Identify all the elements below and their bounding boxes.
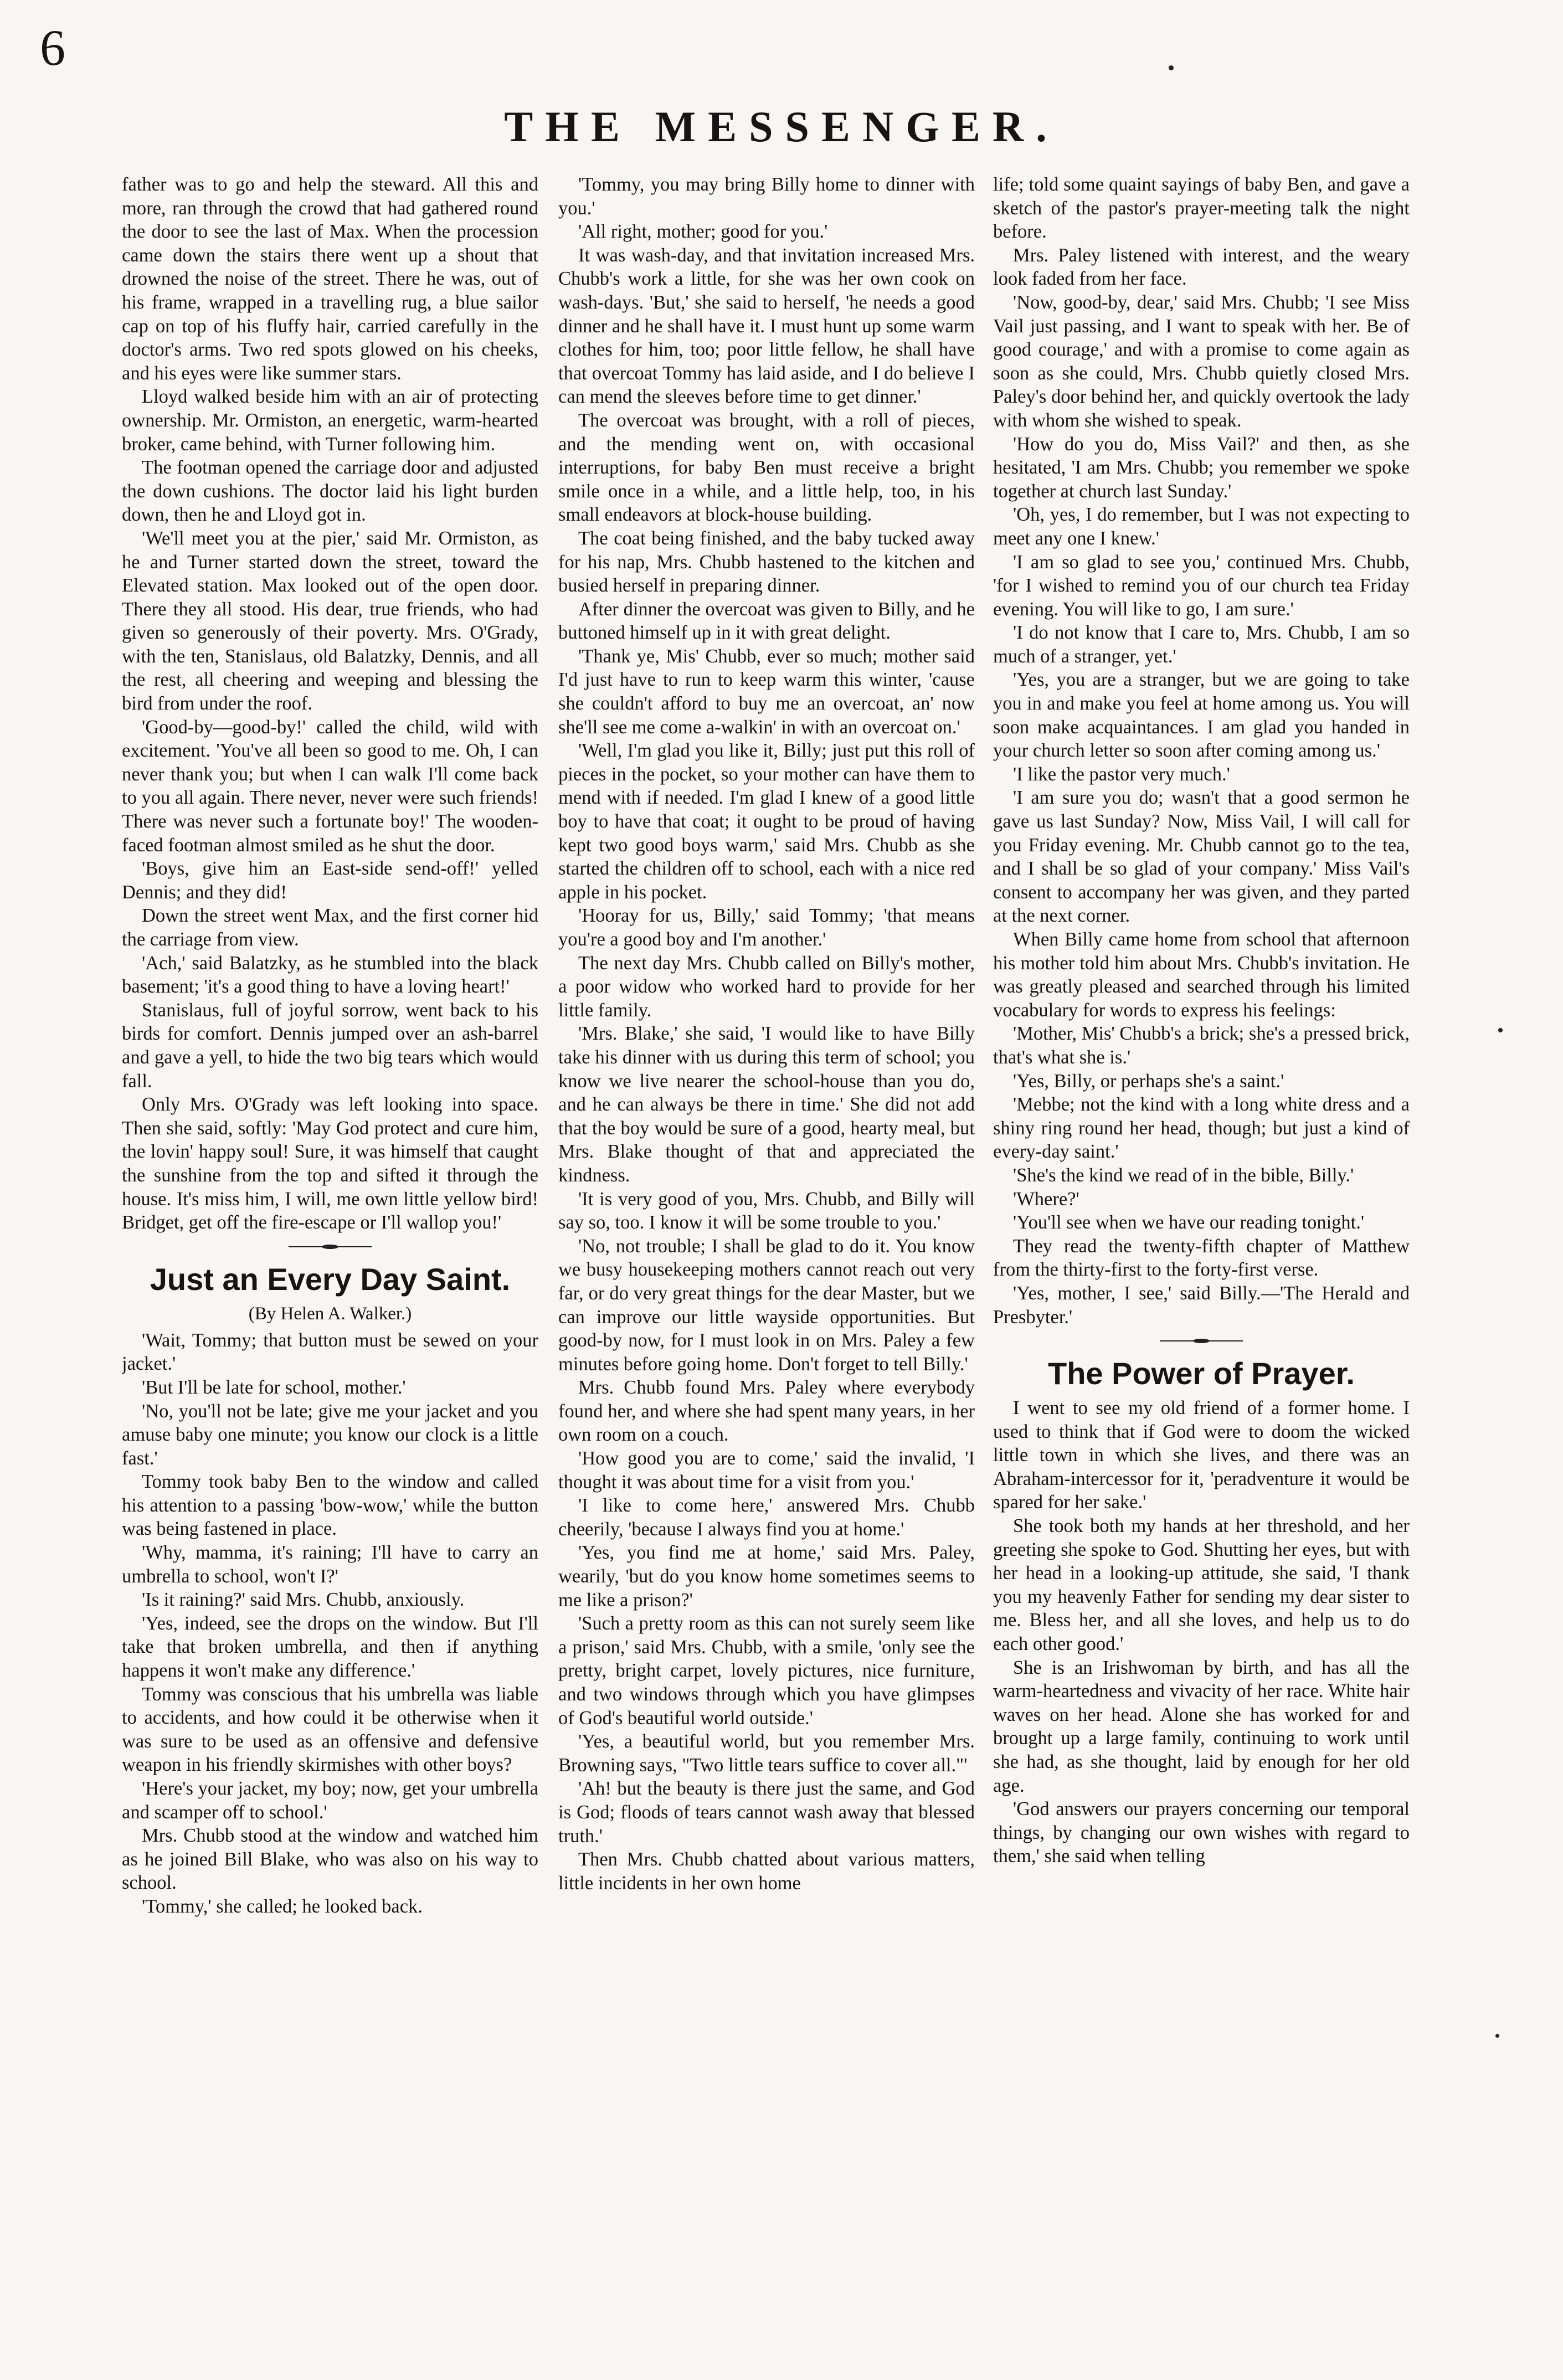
paragraph: Tommy was conscious that his umbrella was liable to accidents, and how could it be otherwise when it was sure to be used as an offensive and defensive weapon in his friendly skirmishes with other boys?: [122, 1683, 538, 1776]
paragraph: Then Mrs. Chubb chatted about various matters, little incidents in her own home: [558, 1849, 975, 1894]
paragraph: 'Well, I'm glad you like it, Billy; just put this roll of pieces in the pocket, so your mother can have them to mend with if needed. I'm glad I knew of a good little boy to have that coat; it ought to be proud of having kept two good boys warm,' said Mrs. Chubb as she started the children off to school, each with a nice red apple in his pocket.: [558, 740, 975, 903]
paragraph: 'Such a pretty room as this can not surely seem like a prison,' said Mrs. Chubb, with a smile, 'only see the pretty, bright carpet, lovely pictures, nice furniture, and two windows through which you have glimpses of God's beautiful world outside.': [558, 1613, 975, 1729]
section-divider: [1160, 1339, 1243, 1343]
paragraph: The coat being finished, and the baby tucked away for his nap, Mrs. Chubb hastened to the kitchen and busied herself in preparing dinner.: [558, 527, 975, 597]
paragraph: Down the street went Max, and the first corner hid the carriage from view.: [122, 905, 538, 950]
print-speck: [1498, 1028, 1503, 1032]
paragraph: It was wash-day, and that invitation increased Mrs. Chubb's work a little, for she was her own cook on wash-days. 'But,' she said to herself, 'he needs a good dinner and he shall have it. I must hunt up some warm clothes for him, too; poor little fellow, he shall have that overcoat Tommy has laid aside, and I do believe I can mend the sleeves before time to get dinner.': [558, 244, 975, 408]
paragraph: Tommy took baby Ben to the window and called his attention to a passing 'bow-wow,' while the button was being fastened in place.: [122, 1471, 538, 1540]
paragraph: 'Ach,' said Balatzky, as he stumbled into the black basement; 'it's a good thing to have a loving heart!': [122, 952, 538, 998]
paragraph: When Billy came home from school that afternoon his mother told him about Mrs. Chubb's invitation. He was greatly pleased and searched through his limited vocabulary for words to express his feelings:: [993, 929, 1410, 1021]
paragraph: 'No, you'll not be late; give me your jacket and you amuse baby one minute; you know our clock is a little fast.': [122, 1400, 538, 1469]
paragraph: 'Ah! but the beauty is there just the same, and God is God; floods of tears cannot wash away that blessed truth.': [558, 1778, 975, 1847]
paragraph: 'I like to come here,' answered Mrs. Chubb cheerily, 'because I always find you at home.': [558, 1495, 975, 1540]
paragraph: I went to see my old friend of a former home. I used to think that if God were to doom the wicked little town in which she lives, and there was an Abraham-intercessor for it, 'peradventure it would be spared for her sake.': [993, 1397, 1410, 1513]
every-day-saint-continuation: life; told some quaint sayings of baby Ben, and gave a sketch of the pastor's prayer-meeting talk the night before.: [993, 174, 1410, 243]
paragraph: 'We'll meet you at the pier,' said Mr. Ormiston, as he and Turner started down the street, toward the Elevated station. Max looked out of the open door. There they all stood. His dear, true friends, who had given so generously of their poverty. Mrs. O'Grady, with the ten, Stanislaus, old Balatzky, Dennis, and all the rest, all cheering and weeping and blessing the bird from under the roof.: [122, 527, 538, 714]
paragraph: 'Mrs. Blake,' she said, 'I would like to have Billy take his dinner with us during this term of school; you know we live nearer the school-house than you do, and he can always be there in time.' She did not add that the boy would be sure of a good, hearty meal, but Mrs. Blake thought of that and appreciated the kindness.: [558, 1023, 975, 1186]
paragraph: 'She's the kind we read of in the bible, Billy.': [1013, 1164, 1354, 1186]
paragraph: 'All right, mother; good for you.': [578, 221, 828, 243]
paragraph: 'I do not know that I care to, Mrs. Chubb, I am so much of a stranger, yet.': [993, 622, 1410, 667]
paragraph: 'God answers our prayers concerning our temporal things, by changing our own wishes with regard to them,' she said when telling: [993, 1798, 1410, 1867]
paragraph: 'Tommy,' she called; he looked back.: [142, 1895, 423, 1917]
paragraph: 'Yes, you find me at home,' said Mrs. Paley, wearily, 'but do you know home sometimes seems to me like a prison?': [558, 1542, 975, 1611]
section-divider: [289, 1245, 372, 1249]
paragraph: Mrs. Chubb stood at the window and watched him as he joined Bill Blake, who was also on his way to school.: [122, 1825, 538, 1894]
paragraph: Stanislaus, full of joyful sorrow, went back to his birds for comfort. Dennis jumped over an ash-barrel and gave a yell, to hide the two big tears which would fall.: [122, 999, 538, 1092]
paragraph: 'Thank ye, Mis' Chubb, ever so much; mother said I'd just have to run to keep warm this winter, 'cause she couldn't afford to buy me an overcoat, an' now she'll see me come a-walkin' in with an overcoat on.': [558, 645, 975, 738]
paragraph: She is an Irishwoman by birth, and has all the warm-heartedness and vivacity of her race. White hair waves on her head. Alone she has worked for and brought up a large family, continuing to work until she had, as she thought, laid by enough for her old age.: [993, 1657, 1410, 1796]
paragraph: 'Where?': [1013, 1188, 1079, 1210]
paragraph: 'Yes, you are a stranger, but we are going to take you in and make you feel at home among us. You will soon make acquaintances. I am glad you handed in your church letter so soon after coming among us.': [993, 669, 1410, 762]
paragraph: 'Hooray for us, Billy,' said Tommy; 'that means you're a good boy and I'm another.': [558, 905, 975, 950]
paragraph: 'Mebbe; not the kind with a long white dress and a shiny ring round her head, though; but just a kind of every-day saint.': [993, 1094, 1410, 1163]
paragraph: 'Yes, a beautiful world, but you remember Mrs. Browning says, "Two little tears suffice to cover all."': [558, 1731, 975, 1776]
paragraph: 'How good you are to come,' said the invalid, 'I thought it was about time for a visit from you.': [558, 1448, 975, 1493]
paragraph: 'Tommy, you may bring Billy home to dinner with you.': [558, 174, 975, 219]
paragraph: 'How do you do, Miss Vail?' and then, as she hesitated, 'I am Mrs. Chubb; you remember we spoke together at church last Sunday.': [993, 433, 1410, 502]
paragraph: Lloyd walked beside him with an air of protecting ownership. Mr. Ormiston, an energetic, warm-hearted broker, came behind, with Turner following him.: [122, 386, 538, 455]
column-2: [558, 173, 975, 2374]
paragraph: 'I like the pastor very much.': [1013, 763, 1230, 785]
paragraph: 'It is very good of you, Mrs. Chubb, and Billy will say so, too. I know it will be some trouble to you.': [558, 1188, 975, 1233]
paragraph: 'I am so glad to see you,' continued Mrs. Chubb, 'for I wished to remind you of our church tea Friday evening. You will like to go, I am sure.': [993, 551, 1410, 620]
every-day-saint-ending-paragraphs: [993, 244, 1410, 1329]
story-continuation: father was to go and help the steward. All this and more, ran through the crowd that had gathered round the door to see the last of Max. When the procession came down the stairs there went up a shout that drowned the noise of the street. There he was, out of his frame, wrapped in a travelling rug, a blue sailor cap on top of his fluffy hair, carried carefully in the doctor's arms. Two red spots glowed on his cheeks, and his eyes were like summer stars.: [122, 174, 538, 384]
paragraph: 'Is it raining?' said Mrs. Chubb, anxiously.: [142, 1589, 465, 1611]
paragraph: 'But I'll be late for school, mother.': [142, 1376, 406, 1398]
paragraph: 'You'll see when we have our reading tonight.': [1013, 1212, 1365, 1233]
column-3: [993, 173, 1410, 2374]
paragraph: 'Good-by—good-by!' called the child, wild with excitement. 'You've all been so good to me. Oh, I can never thank you; but when I can walk I'll come back to you all again. There never, never were such friends! There was never such a fortunate boy!' The wooden-faced footman almost smiled as he shut the door.: [122, 716, 538, 856]
article-title-every-day-saint: Just an Every Day Saint.: [150, 1261, 511, 1297]
paragraph: She took both my hands at her threshold, and her greeting she spoke to God. Shutting her eyes, but with her head in a looking-up attitude, she said, 'I thank you my heavenly Father for sending my dear sister to me. Bless her, and all she loves, and help us to do each other good.': [993, 1515, 1410, 1655]
masthead: THE MESSENGER.: [504, 102, 1059, 151]
paragraph: They read the twenty-fifth chapter of Matthew from the thirty-first to the forty-first verse.: [993, 1235, 1410, 1281]
paragraph: 'No, not trouble; I shall be glad to do it. You know we busy housekeeping mothers cannot reach out very far, or do very great things for the dear Master, but we can improve our little wayside opportunities. But good-by now, for I must look in on Mrs. Paley a few minutes before going home. Don't forget to tell Billy.': [558, 1235, 975, 1375]
article-columns: [0, 173, 1563, 2377]
print-speck: [1495, 2034, 1499, 2038]
paragraph: 'Yes, Billy, or perhaps she's a saint.': [1013, 1070, 1284, 1092]
paragraph: 'Oh, yes, I do remember, but I was not expecting to meet any one I knew.': [993, 504, 1410, 549]
paragraph: 'I am sure you do; wasn't that a good sermon he gave us last Sunday? Now, Miss Vail, I will call for you Friday evening. Mr. Chubb cannot go to the tea, and I shall be so glad of your company.' Miss Vail's consent to accompany her was given, and they parted at the next corner.: [993, 787, 1410, 927]
paragraph: 'Yes, mother, I see,' said Billy.—'The Herald and Presbyter.': [993, 1282, 1410, 1328]
paragraph: 'Why, mamma, it's raining; I'll have to carry an umbrella to school, won't I?': [122, 1542, 538, 1587]
paragraph: Only Mrs. O'Grady was left looking into space. Then she said, softly: 'May God protect and cure him, the lovin' happy soul! Sure, it was himself that caught the sunshine from the top and sifted it through the house. It's miss him, I will, me own little yellow bird! Bridget, get off the fire-escape or I'll wallop you!': [122, 1094, 538, 1233]
story-paragraphs: [122, 385, 538, 1234]
paragraph: Mrs. Chubb found Mrs. Paley where everybody found her, and where she had spent many years, in her own room on a couch.: [558, 1377, 975, 1446]
paragraph: The next day Mrs. Chubb called on Billy's mother, a poor widow who worked hard to provide for her little family.: [558, 952, 975, 1021]
paragraph: 'Now, good-by, dear,' said Mrs. Chubb; 'I see Miss Vail just passing, and I want to speak with her. Be of good courage,' and with a promise to come again as soon as she could, Mrs. Chubb quietly closed Mrs. Paley's door behind her, and quickly overtook the lady with whom she wished to speak.: [993, 291, 1410, 431]
every-day-saint-continued-paragraphs: [558, 173, 975, 1895]
paragraph: 'Wait, Tommy; that button must be sewed on your jacket.': [122, 1329, 538, 1375]
print-speck: [1169, 65, 1174, 70]
page-number: 6: [40, 19, 65, 76]
paragraph: 'Yes, indeed, see the drops on the window. But I'll take that broken umbrella, and then if anything happens it won't make any difference.': [122, 1612, 538, 1682]
paragraph: 'Here's your jacket, my boy; now, get your umbrella and scamper off to school.': [122, 1778, 538, 1823]
every-day-saint-paragraphs: [122, 1329, 538, 1919]
column-1: [122, 173, 538, 2374]
paragraph: After dinner the overcoat was given to Billy, and he buttoned himself up in it with great delight.: [558, 598, 975, 644]
paragraph: Mrs. Paley listened with interest, and the weary look faded from her face.: [993, 244, 1410, 290]
paragraph: 'Mother, Mis' Chubb's a brick; she's a pressed brick, that's what she is.': [993, 1023, 1410, 1068]
paragraph: The footman opened the carriage door and adjusted the down cushions. The doctor laid his light burden down, then he and Lloyd got in.: [122, 457, 538, 526]
paragraph: The overcoat was brought, with a roll of pieces, and the mending went on, with occasional interruptions, for baby Ben must receive a bright smile once in a while, and a little help, too, in his small endeavors at block-house building.: [558, 409, 975, 526]
article-title-power-of-prayer: The Power of Prayer.: [1048, 1356, 1355, 1391]
article-byline: (By Helen A. Walker.): [248, 1303, 412, 1324]
power-of-prayer-paragraphs: [993, 1396, 1410, 1868]
paragraph: 'Boys, give him an East-side send-off!' yelled Dennis; and they did!: [122, 858, 538, 903]
